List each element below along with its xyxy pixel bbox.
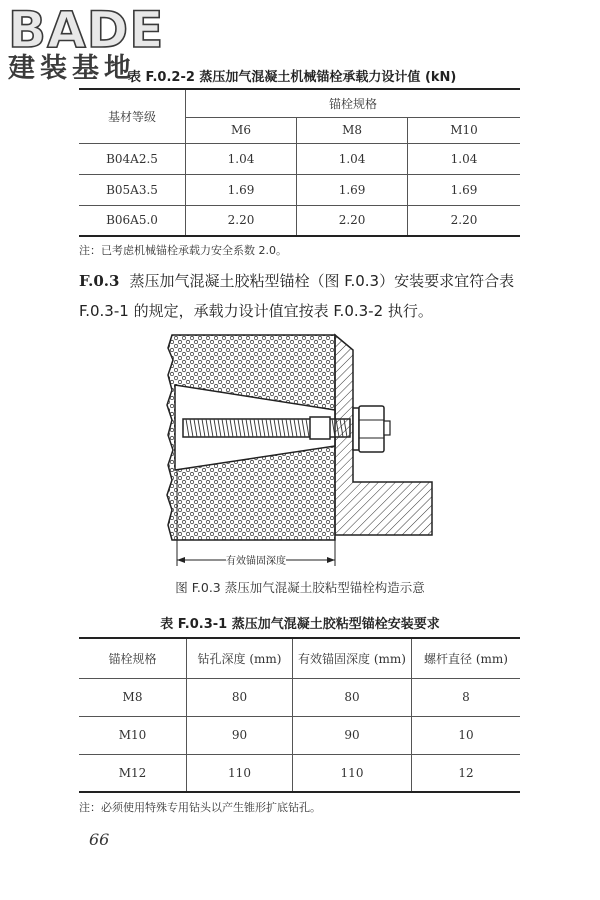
value-cell: 12	[412, 754, 521, 792]
value-cell: 2.20	[186, 205, 297, 236]
page-number: 66	[89, 830, 110, 849]
table1-caption: 表 F.0.2-2 蒸压加气混凝土机械锚栓承载力设计值 (kN)	[128, 70, 457, 85]
value-cell: 90	[187, 716, 293, 754]
value-cell: 90	[293, 716, 412, 754]
table-row	[79, 678, 520, 716]
anchor-figure	[150, 320, 440, 570]
table2-note: 注：必须使用特殊专用钻头以产生锥形扩底钻孔。	[79, 801, 321, 814]
table2-caption: 表 F.0.3-1 蒸压加气混凝土胶粘型锚栓安装要求	[160, 617, 440, 632]
header-anchor-spec: 锚栓规格	[79, 638, 187, 678]
hex-nut	[359, 406, 384, 452]
logo-sub-text: 建装基地	[8, 53, 136, 84]
header-anchor-spec: 锚栓规格	[186, 89, 521, 117]
value-cell: 110	[187, 754, 293, 792]
section-number: F.0.3	[79, 272, 120, 290]
section-text: 蒸压加气混凝土胶粘型锚栓（图 F.0.3）安装要求宜符合表 F.0.3-1 的规定，承载力设计值宜按表 F.0.3-2 执行。	[79, 272, 515, 320]
header-rod-diameter: 螺杆直径 (mm)	[412, 638, 521, 678]
header-embed-depth: 有效锚固深度 (mm)	[293, 638, 412, 678]
spec-cell: M8	[79, 678, 187, 716]
header-size-m8: M8	[297, 117, 408, 143]
grade-cell: B05A3.5	[79, 174, 186, 205]
spec-cell: M12	[79, 754, 187, 792]
value-cell: 1.69	[186, 174, 297, 205]
anchor-capacity-table	[79, 88, 520, 237]
washer	[353, 408, 359, 450]
dimension-label: 有效锚固深度	[226, 556, 286, 567]
section-paragraph	[79, 266, 531, 326]
value-cell: 8	[412, 678, 521, 716]
value-cell: 1.69	[297, 174, 408, 205]
value-cell: 1.04	[297, 143, 408, 174]
table1-note: 注：已考虑机械锚栓承载力安全系数 2.0。	[79, 244, 287, 257]
grade-cell: B06A5.0	[79, 205, 186, 236]
value-cell: 2.20	[408, 205, 520, 236]
table-row	[79, 205, 520, 236]
installation-requirements-table	[79, 637, 520, 793]
dimension-arrow-right	[327, 557, 335, 563]
figure-caption: 图 F.0.3 蒸压加气混凝土胶粘型锚栓构造示意	[175, 580, 425, 595]
value-cell: 1.04	[408, 143, 520, 174]
anchor-sleeve	[310, 417, 330, 439]
spec-cell: M10	[79, 716, 187, 754]
value-cell: 80	[187, 678, 293, 716]
header-base-grade: 基材等级	[79, 89, 186, 143]
table-row	[79, 143, 520, 174]
dimension-arrow-left	[177, 557, 185, 563]
header-drill-depth: 钻孔深度 (mm)	[187, 638, 293, 678]
header-size-m10: M10	[408, 117, 520, 143]
table-row	[79, 754, 520, 792]
value-cell: 80	[293, 678, 412, 716]
value-cell: 10	[412, 716, 521, 754]
table-row	[79, 174, 520, 205]
table-row	[79, 716, 520, 754]
header-size-m6: M6	[186, 117, 297, 143]
logo-main-text: BADE	[8, 1, 165, 59]
value-cell: 1.04	[186, 143, 297, 174]
value-cell: 1.69	[408, 174, 520, 205]
rod-tip	[384, 421, 390, 435]
value-cell: 110	[293, 754, 412, 792]
grade-cell: B04A2.5	[79, 143, 186, 174]
value-cell: 2.20	[297, 205, 408, 236]
